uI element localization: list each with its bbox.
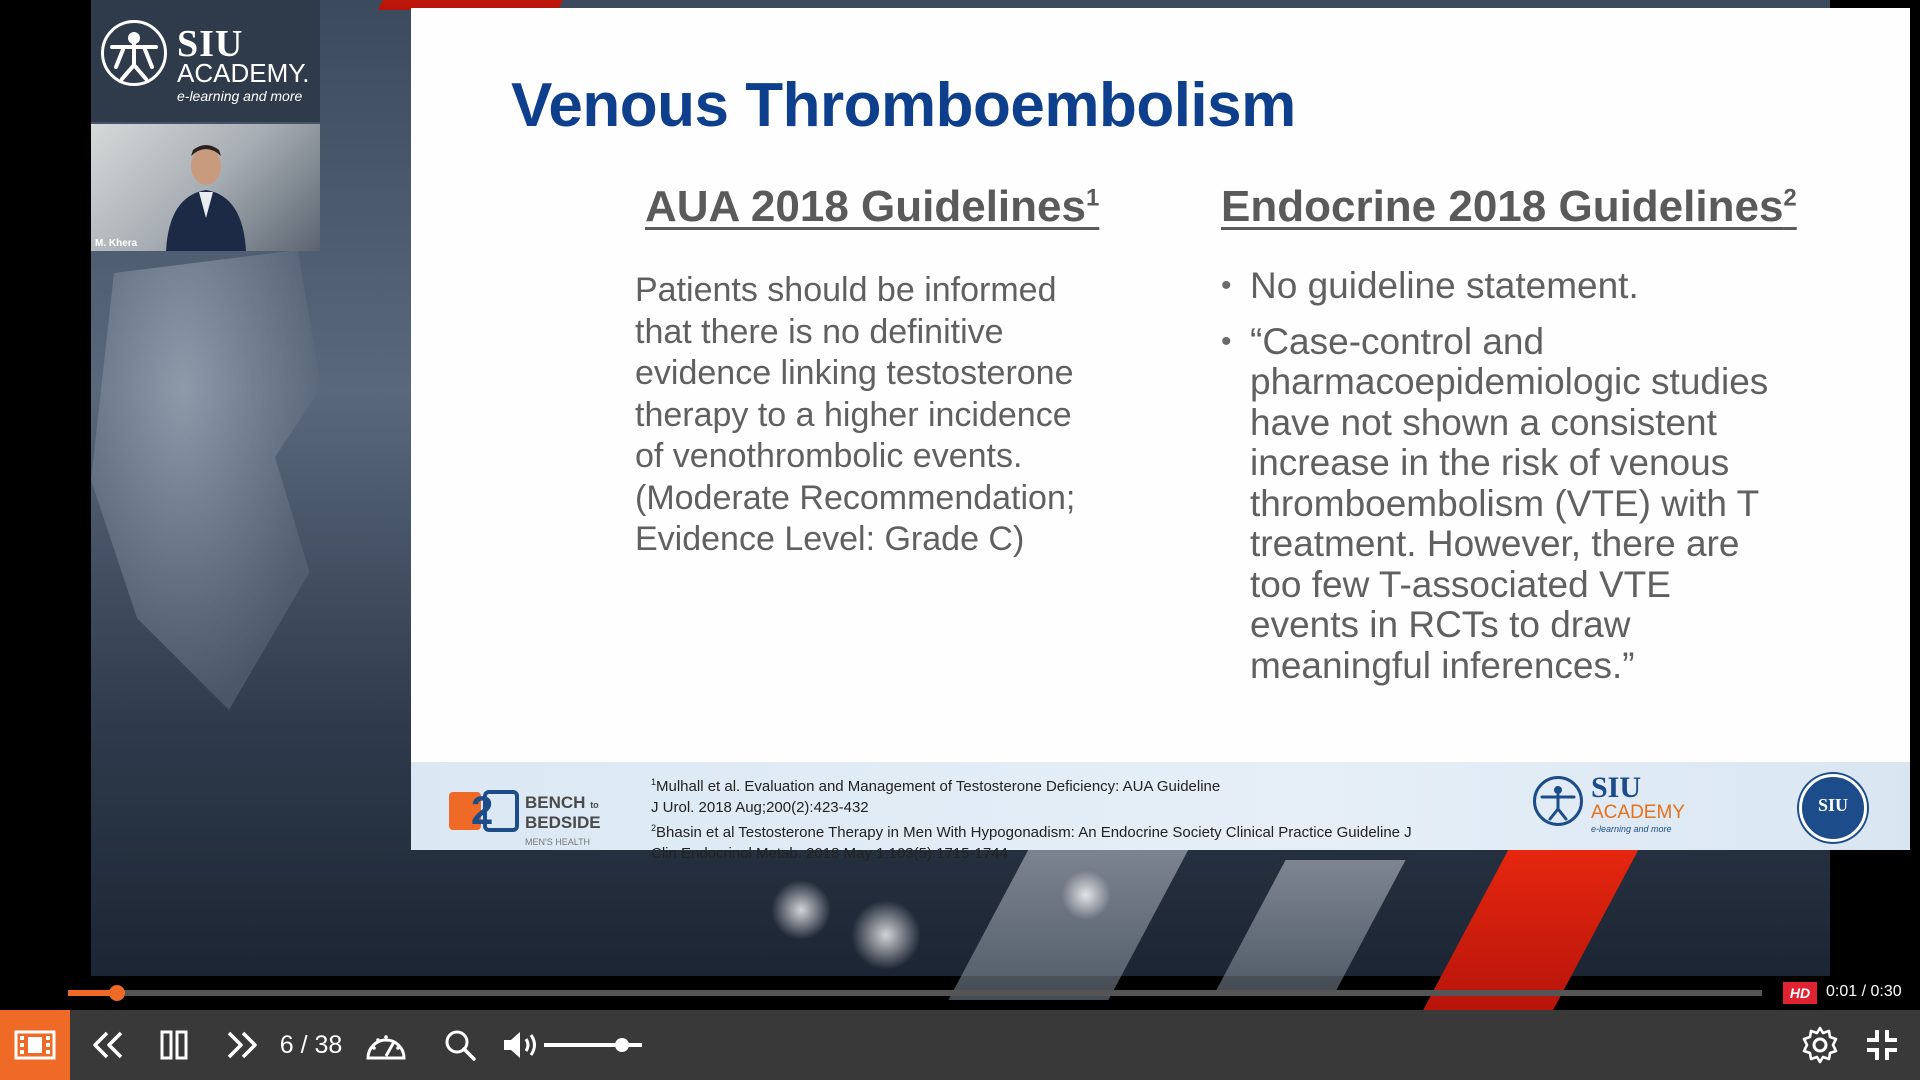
references: $^1$Mulhall et al. Evaluation and Management of Testosterone Deficiency: AUA Guideline J Urol. 2018 Aug;200(2):423-432 $^2$Bhasin et al Testosterone Therapy in Men With Hypogonadism: An Endocrine Society Clinical Practice Guideline J Clin Endocrinol Metab. 2018 May 1;103(5):1715-1744 (651, 777, 1412, 862)
svg-text:2: 2 (471, 789, 494, 833)
slide-counter: 6 / 38 (279, 1030, 343, 1059)
endocrine-guideline-list (1221, 266, 1781, 701)
footer-tagline: e-learning and more (1591, 824, 1672, 834)
bullet-item: • “Case-control and pharmacoepidemiologic studies have not shown a consistent increase in the risk of venous thromboembolism (VTE) with T treatment. However, there are too few T-associated VTE events in RCTs to draw meaningful inferences.” (1221, 322, 1781, 687)
previous-slide-button[interactable] (86, 1010, 130, 1080)
background-grey-stripe (948, 840, 1193, 1000)
logo-academy-text: ACADEMY. (177, 58, 310, 88)
pause-icon (158, 1029, 190, 1061)
speed-gauge-icon (364, 1028, 408, 1062)
film-icon (14, 1029, 56, 1061)
background-grey-stripe (1216, 860, 1405, 990)
search-button[interactable] (440, 1010, 480, 1080)
video-stage[interactable] (91, 0, 1848, 976)
volume-handle[interactable] (615, 1038, 629, 1052)
volume-button[interactable] (500, 1010, 542, 1080)
rewind-icon (90, 1030, 126, 1060)
progress-bar[interactable] (68, 990, 1762, 996)
playback-speed-button[interactable] (362, 1010, 410, 1080)
left-column-heading: AUA 2018 Guidelines$^1$ (645, 182, 1100, 231)
slide-footer (411, 762, 1910, 862)
pause-button[interactable] (154, 1010, 194, 1080)
right-column-heading: Endocrine 2018 Guidelines$^2$ (1221, 182, 1797, 231)
player-control-bar (0, 1010, 1920, 1080)
presenter-camera (91, 124, 320, 251)
background-world-map (91, 250, 321, 710)
hd-badge[interactable]: HD (1783, 982, 1817, 1004)
zoom-icon (443, 1028, 477, 1062)
siu-footer-figure-icon (1533, 776, 1583, 826)
background-bokeh (771, 880, 831, 940)
forward-icon (224, 1030, 260, 1060)
background-bokeh (1061, 870, 1111, 920)
slides-menu-button[interactable] (0, 1010, 70, 1080)
footer-academy-text: ACADEMY (1591, 802, 1685, 823)
exit-fullscreen-icon (1863, 1026, 1901, 1064)
next-slide-button[interactable] (220, 1010, 264, 1080)
vitruvian-man-icon (101, 20, 167, 86)
presenter-video (161, 138, 251, 251)
siu-seal-logo: SIU (1799, 774, 1867, 842)
footer-siu-text: SIU (1591, 771, 1642, 804)
time-display: 0:01 / 0:30 (1826, 983, 1902, 1000)
slide-title: Venous Thromboembolism (511, 71, 1296, 140)
siu-academy-logo (91, 0, 320, 122)
background-bokeh (851, 900, 921, 970)
settings-icon (1800, 1025, 1840, 1065)
aua-guideline-text: Patients should be informed that there is no definitive evidence linking testosterone therapy to a higher incidence of venothrombolic events. (Moderate Recommendation; Evidence Level: Grade C) (635, 271, 1076, 558)
bullet-item: • No guideline statement. (1221, 266, 1781, 307)
logo-siu-text: SIU (177, 23, 244, 65)
bench-to-bedside-wordmark: BENCH to BEDSIDE MEN'S HEALTH (525, 793, 601, 847)
presentation-slide (411, 8, 1910, 862)
volume-icon (501, 1029, 541, 1061)
presenter-name: M. Khera (95, 238, 138, 249)
settings-button[interactable] (1798, 1010, 1842, 1080)
bench-to-bedside-logo-icon (445, 774, 525, 840)
volume-slider[interactable] (544, 1043, 642, 1047)
logo-tagline: e-learning and more (177, 88, 303, 104)
exit-fullscreen-button[interactable] (1860, 1010, 1904, 1080)
progress-handle[interactable] (109, 985, 125, 1001)
